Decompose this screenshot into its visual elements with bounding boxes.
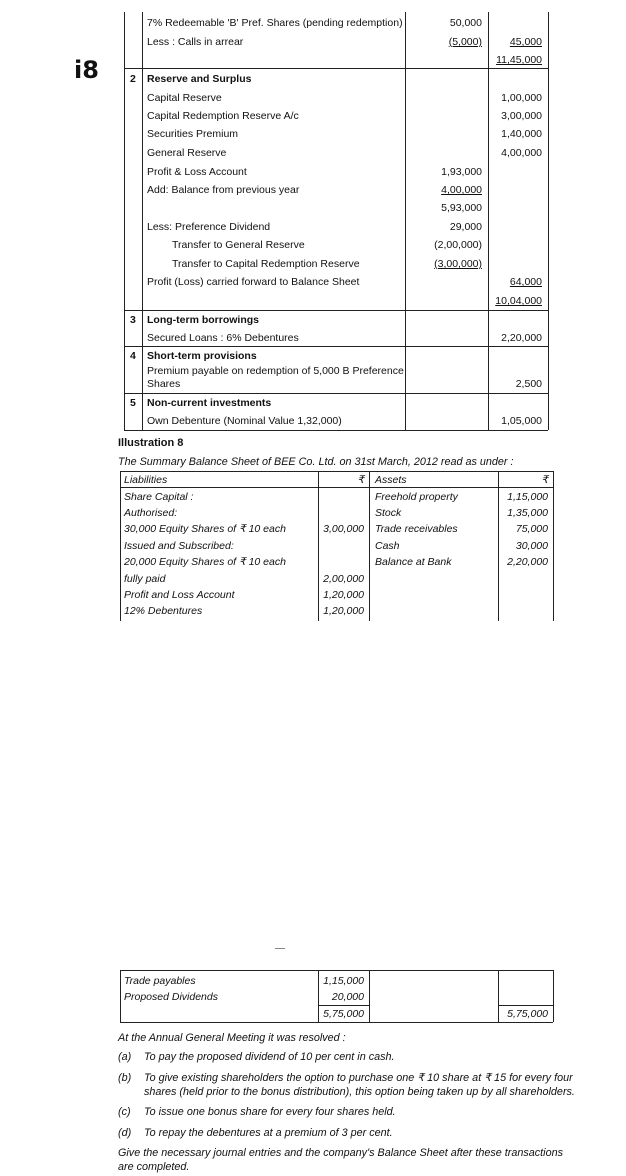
liability-label: 30,000 Equity Shares of ₹ 10 each — [124, 523, 286, 535]
row-divider — [124, 310, 548, 311]
row-label: Add: Balance from previous year — [147, 184, 300, 196]
table-border-c1 — [488, 12, 489, 430]
closing-text: Give the necessary journal entries and the company's Balance Sheet after these transactions — [118, 1147, 563, 1159]
row-label: Secured Loans : 6% Debentures — [147, 332, 299, 344]
asset-label: Trade receivables — [375, 523, 458, 535]
point-mark: (b) — [118, 1072, 132, 1084]
col-header-assets: Assets — [375, 474, 407, 486]
row-label: General Reserve — [147, 147, 227, 159]
bs-cont-top-border — [120, 970, 553, 971]
point-text: To issue one bonus share for every four shares held. — [144, 1106, 396, 1118]
bs-cont-border-left — [120, 970, 121, 1022]
page-marker: i8 — [74, 56, 99, 84]
row-value: 5,93,000 — [441, 202, 482, 214]
row-value: 1,05,000 — [501, 415, 542, 427]
col-header-rupee: ₹ — [357, 474, 364, 486]
bs-border-c1 — [318, 471, 319, 621]
illustration-heading: Illustration 8 — [118, 437, 184, 449]
table-border-right — [548, 12, 549, 430]
row-total: 10,04,000 — [495, 295, 542, 307]
row-label: Shares — [147, 378, 181, 390]
row-value: 45,000 — [509, 36, 542, 48]
row-label: Profit & Loss Account — [147, 166, 247, 178]
bs-border-c3 — [498, 471, 499, 621]
point-text: To give existing shareholders the option to purchase one ₹ 10 share at ₹ 15 for every four — [144, 1072, 573, 1084]
closing-text: are completed. — [118, 1161, 190, 1173]
row-label: Transfer to General Reserve — [172, 239, 305, 251]
row-value: 2,20,000 — [501, 332, 542, 344]
col-header-rupee: ₹ — [541, 474, 548, 486]
asset-label: Freehold property — [375, 491, 458, 503]
illustration-intro: The Summary Balance Sheet of BEE Co. Ltd. on 31st March, 2012 read as under : — [118, 456, 514, 468]
row-value: 4,00,000 — [501, 147, 542, 159]
section-title: Long-term borrowings — [147, 314, 259, 326]
asset-value: 30,000 — [515, 540, 548, 552]
asset-label: Balance at Bank — [375, 556, 452, 568]
row-label: Capital Reserve — [147, 92, 222, 104]
section-title: Reserve and Surplus — [147, 73, 252, 85]
resolved-text: At the Annual General Meeting it was resolved : — [118, 1032, 346, 1044]
asset-value: 2,20,000 — [507, 556, 548, 568]
liability-value: 20,000 — [331, 991, 364, 1003]
page-break-mark — [275, 948, 285, 949]
liability-label: Trade payables — [124, 975, 196, 987]
bs-border-right — [553, 471, 554, 621]
asset-label: Cash — [375, 540, 400, 552]
bs-top-border — [120, 471, 553, 472]
row-divider — [124, 68, 548, 69]
row-value: (3,00,000) — [434, 258, 482, 270]
section-number: 3 — [130, 314, 136, 326]
row-value: 1,93,000 — [441, 166, 482, 178]
row-label: Own Debenture (Nominal Value 1,32,000) — [147, 415, 342, 427]
section-title: Short-term provisions — [147, 350, 257, 362]
section-number: 5 — [130, 397, 136, 409]
point-mark: (a) — [118, 1051, 132, 1063]
row-divider — [124, 393, 548, 394]
liability-value: 3,00,000 — [323, 523, 364, 535]
row-value: 1,00,000 — [501, 92, 542, 104]
section-number: 2 — [130, 73, 136, 85]
section-number: 4 — [130, 350, 136, 362]
liability-value: 1,15,000 — [323, 975, 364, 987]
row-value: 1,40,000 — [501, 128, 542, 140]
row-value: 2,500 — [515, 378, 542, 390]
row-value: (5,000) — [448, 36, 482, 48]
liability-label: Proposed Dividends — [124, 991, 218, 1003]
asset-value: 1,15,000 — [507, 491, 548, 503]
bs-cont-border-right — [553, 970, 554, 1022]
point-text: To repay the debentures at a premium of 3 per cent. — [144, 1127, 393, 1139]
point-mark: (d) — [118, 1127, 132, 1139]
section-title: Non-current investments — [147, 397, 272, 409]
bs-total-line — [318, 1005, 369, 1006]
liability-label: 20,000 Equity Shares of ₹ 10 each — [124, 556, 286, 568]
bs-border-left — [120, 471, 121, 621]
point-text: To pay the proposed dividend of 10 per cent in cash. — [144, 1051, 395, 1063]
liability-value: 2,00,000 — [323, 573, 364, 585]
bs-cont-border-mid — [369, 970, 370, 1022]
liability-value: 1,20,000 — [323, 605, 364, 617]
bs-cont-border-c3 — [498, 970, 499, 1022]
row-label: Transfer to Capital Redemption Reserve — [172, 258, 360, 270]
liability-label: 12% Debentures — [124, 605, 203, 617]
row-label: Less: Preference Dividend — [147, 221, 271, 233]
bs-bottom-border — [120, 1022, 553, 1023]
point-text: shares (held prior to the bonus distribution), this option being taken up by all shareholders. — [144, 1086, 575, 1098]
liability-label: Share Capital : — [124, 491, 194, 503]
row-value: 50,000 — [449, 17, 482, 29]
row-value: 64,000 — [509, 276, 542, 288]
liability-label: Issued and Subscribed: — [124, 540, 234, 552]
row-divider — [124, 346, 548, 347]
row-divider — [124, 430, 548, 431]
row-label: Less : Calls in arrear — [147, 36, 244, 48]
asset-value: 1,35,000 — [507, 507, 548, 519]
liability-label: fully paid — [124, 573, 166, 585]
table-border-left — [124, 12, 125, 430]
asset-value: 75,000 — [515, 523, 548, 535]
col-header-liabilities: Liabilities — [124, 474, 168, 486]
liability-value: 1,20,000 — [323, 589, 364, 601]
table-border-num — [142, 12, 143, 430]
bs-border-mid — [369, 471, 370, 621]
point-mark: (c) — [118, 1106, 131, 1118]
bs-cont-border-c1 — [318, 970, 319, 1022]
row-label: 7% Redeemable 'B' Pref. Shares (pending redemption) — [147, 17, 403, 29]
table-border-mid — [405, 12, 406, 430]
row-label: Profit (Loss) carried forward to Balance Sheet — [147, 276, 360, 288]
row-value: 29,000 — [449, 221, 482, 233]
row-label: Capital Redemption Reserve A/c — [147, 110, 299, 122]
row-value: 3,00,000 — [501, 110, 542, 122]
row-value: 4,00,000 — [441, 184, 482, 196]
row-value: (2,00,000) — [434, 239, 482, 251]
row-label: Securities Premium — [147, 128, 239, 140]
row-label: Premium payable on redemption of 5,000 B Preference — [147, 365, 404, 377]
bs-header-border — [120, 487, 553, 488]
row-total: 11,45,000 — [496, 54, 542, 66]
asset-label: Stock — [375, 507, 402, 519]
bs-total-line — [498, 1005, 553, 1006]
liability-label: Authorised: — [124, 507, 178, 519]
liability-label: Profit and Loss Account — [124, 589, 235, 601]
total-assets: 5,75,000 — [507, 1008, 548, 1020]
total-liabilities: 5,75,000 — [323, 1008, 364, 1020]
